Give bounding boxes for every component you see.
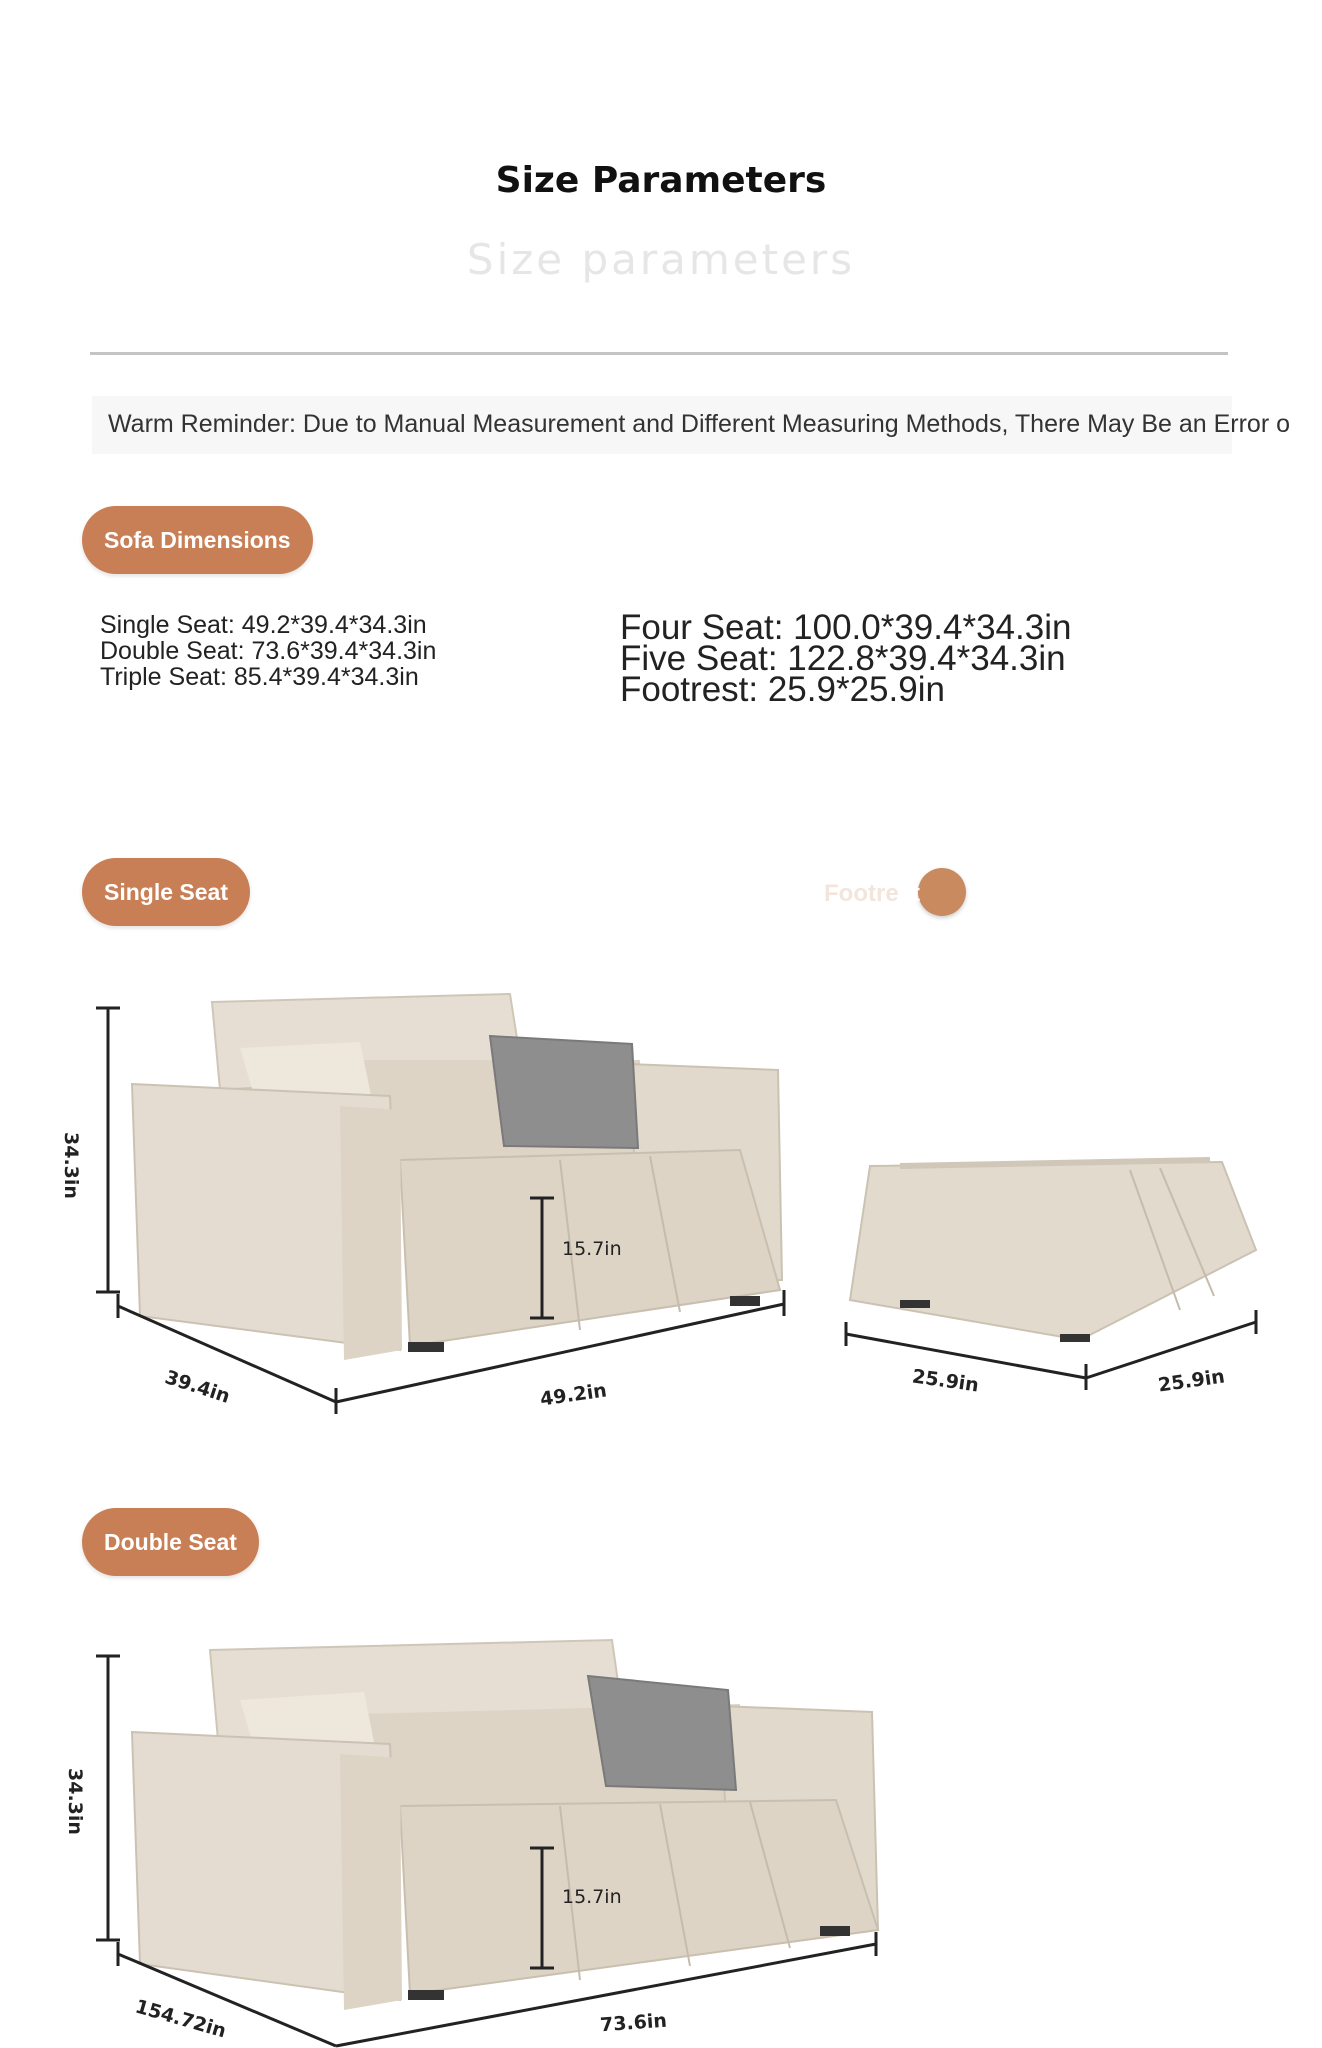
page-subtitle: Size parameters [466,235,856,284]
page-title: Size Parameters [495,160,827,201]
single-seat-height-label: 15.7in [562,1238,622,1260]
single-width-label: 49.2in [538,1379,609,1411]
footrest-width-label: 25.9in [910,1365,981,1397]
footrest-label-faint: Footre [824,880,899,907]
double-seat-badge: Double Seat [82,1508,259,1576]
double-depth-label: 154.72in [132,1995,229,2043]
double-width-label: 73.6in [599,2009,668,2037]
single-height-label: 34.3in [60,1132,82,1199]
dimensions-list-right: Four Seat: 100.0*39.4*34.3in Five Seat: 122.8*39.4*34.3in Footrest: 25.9*25.9in [620,608,1072,709]
single-seat-badge: Single Seat [82,858,250,926]
warm-reminder: Warm Reminder: Due to Manual Measurement and Different Measuring Methods, There May Be an Error o [108,410,1291,438]
footrest-label-visible: st [898,880,921,907]
double-seat-height-label: 15.7in [562,1886,622,1908]
sofa-dimensions-badge: Sofa Dimensions [82,506,313,574]
single-depth-label: 39.4in [162,1366,233,1408]
footrest-depth-label: 25.9in [1156,1365,1227,1397]
dimensions-list-left: Single Seat: 49.2*39.4*34.3in Double Seat: 73.6*39.4*34.3in Triple Seat: 85.4*39.4*34.3in [100,611,437,691]
double-height-label: 34.3in [64,1768,86,1835]
